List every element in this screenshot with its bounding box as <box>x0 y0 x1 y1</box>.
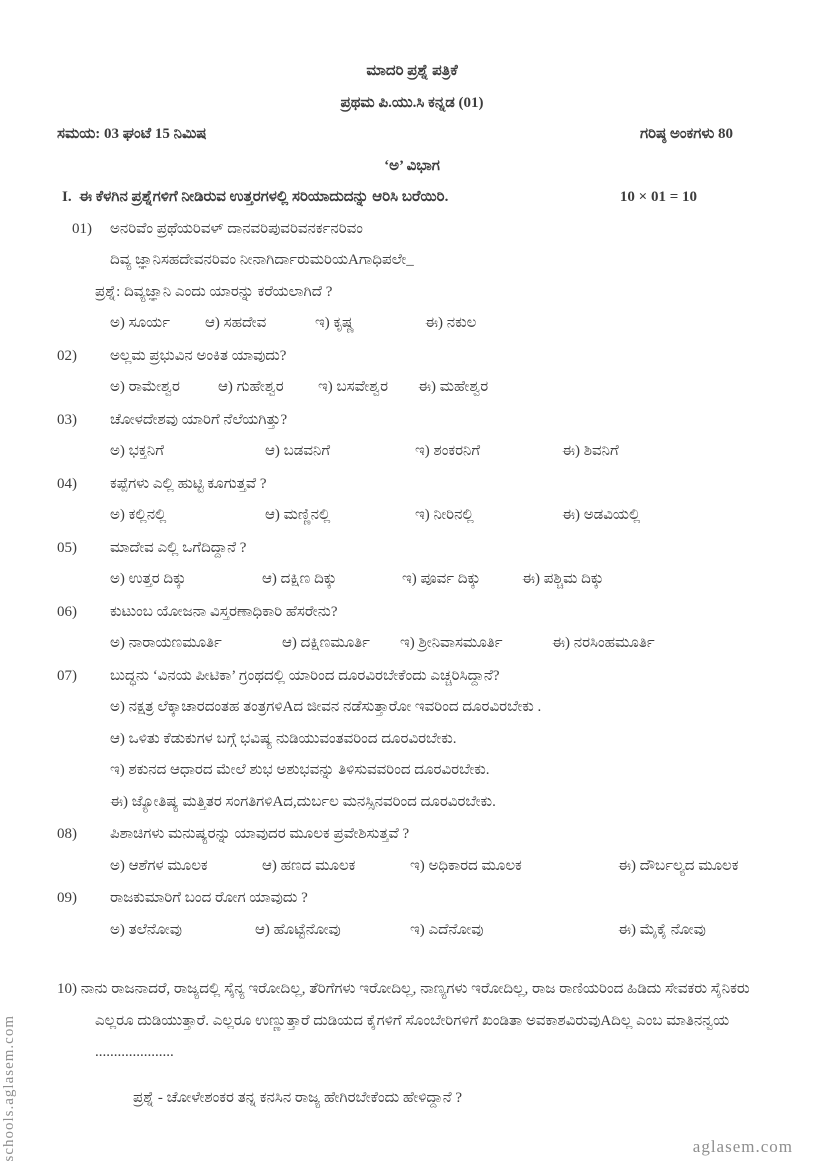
question-number: 07) <box>57 667 77 684</box>
option-ii: ಈ) ಜ್ಯೋತಿಷ್ಯ ಮತ್ತಿತರ ಸಂಗತಿಗಳಿAದ,ದುರ್ಬಲ ಮನಸ್ಸಿನವರಿಂದ ದೂರವಿರಬೇಕು. <box>110 793 496 810</box>
question-02 <box>57 341 767 404</box>
question-07 <box>57 661 767 819</box>
question-04 <box>57 469 767 532</box>
watermark-aglasem: aglasem.com <box>692 1137 793 1156</box>
option-i: ಇ) ಶಕುನದ ಆಧಾರದ ಮೇಲೆ ಶುಭ ಅಶುಭವನ್ನು ತಿಳಿಸುವವರಿಂದ ದೂರವಿರಬೇಕು. <box>110 762 490 778</box>
instruction-numeral: I. <box>62 189 72 205</box>
option-ii: ಈ) ಅಡವಿಯಲ್ಲಿ <box>562 507 641 523</box>
option-aa: ಆ) ದಕ್ಷಿಣಮೂರ್ತಿ <box>282 635 370 651</box>
option-aa: ಆ) ಒಳಿತು ಕೆಡುಕುಗಳ ಬಗ್ಗೆ ಭವಿಷ್ಯ ನುಡಿಯುವಂತವರಿಂದ ದೂರವಿರಬೇಕು. <box>110 730 457 747</box>
options-row <box>110 372 767 404</box>
option-aa: ಆ) ಗುಹೇಶ್ವರ <box>218 379 284 395</box>
option-a: ಅ) ಆಶೆಗಳ ಮೂಲಕ <box>110 857 208 874</box>
option-a: ಅ) ಕಲ್ಲಿನಲ್ಲಿ <box>110 507 167 523</box>
option-a: ಅ) ರಾಮೇಶ್ವರ <box>110 379 180 395</box>
instruction-text: ಈ ಕೆಳಗಿನ ಪ್ರಶ್ನೆಗಳಿಗೆ ನೀಡಿರುವ ಉತ್ತರಗಳಲ್ಲಿ ಸರಿಯಾದುದನ್ನು ಆರಿಸಿ ಬರೆಯಿರಿ. <box>79 189 449 205</box>
question-08 <box>57 819 767 882</box>
options-row <box>110 564 767 596</box>
question-text: ರಾಜಕುಮಾರಿಗೆ ಬಂದ ರೋಗ ಯಾವುದು ? <box>110 890 308 906</box>
page-subtitle: ಪ್ರಥಮ ಪಿ.ಯು.ಸಿ ಕನ್ನಡ (01) <box>340 94 484 111</box>
option-aa: ಆ) ಸಹದೇವ <box>205 315 267 331</box>
question-06 <box>57 597 767 660</box>
options-row <box>110 436 767 468</box>
option-a: ಅ) ತಲೆನೋವು <box>110 921 182 938</box>
option-i: ಇ) ಶ್ರೀನಿವಾಸಮೂರ್ತಿ <box>400 635 503 651</box>
question-01 <box>57 214 767 340</box>
option-aa: ಆ) ಹೊಟ್ಟೆನೋವು <box>255 921 341 938</box>
question-number: 02) <box>57 347 77 364</box>
option-i: ಇ) ಎದೆನೋವು <box>410 921 484 938</box>
option-i: ಇ) ಅಧಿಕಾರದ ಮೂಲಕ <box>410 857 522 874</box>
option-a: ಅ) ಸೂರ್ಯ <box>110 315 171 331</box>
options-row <box>110 915 767 947</box>
question-text: ಪ್ರಶ್ನೆ - ಚೋಳೇಶಂಕರ ತನ್ನ ಕನಸಿನ ರಾಜ್ಯ ಹೇಗಿರಬೇಕೆಂದು ಹೇಳಿದ್ದಾನೆ ? <box>133 1089 463 1106</box>
option-i: ಇ) ಪೂರ್ವ ದಿಕ್ಕು <box>402 571 481 587</box>
question-text: ಕುಟುಂಬ ಯೋಜನಾ ವಿಸ್ತರಣಾಧಿಕಾರಿ ಹೆಸರೇನು? <box>110 603 338 620</box>
time-marks-row <box>57 119 767 151</box>
options-row <box>110 851 767 883</box>
time-allowed: ಸಮಯ: 03 ಘಂಟೆ 15 ನಿಮಿಷ <box>57 126 207 142</box>
question-number: 09) <box>57 890 77 906</box>
question-text: ಮಾದೇವ ಎಲ್ಲಿ ಒಗೆದಿದ್ದಾನೆ ? <box>110 539 247 556</box>
option-aa: ಆ) ದಕ್ಷಿಣ ದಿಕ್ಕು <box>262 571 337 587</box>
passage-text: ನಾನು ರಾಜನಾದರೆ, ರಾಜ್ಯದಲ್ಲಿ ಸೈನ್ಯ ಇರೋದಿಲ್ಲ, ತೆರಿಗೆಗಳು ಇರೋದಿಲ್ಲ, ನಾಣ್ಯಗಳು ಇರೋದಿಲ್ಲ, ರಾಜ ರಾಣಿಯರಿಂದ ಹಿಡಿದು ಸೇವಕರು ಸೈನಿಕರು ಎಲ್ಲರೂ ದುಡಿಯುತ್ತಾರೆ. ಎಲ್ಲರೂ ಉಣ್ಣುತ್ತಾರೆ ದುಡಿಯದ ಕೈಗಳಿಗೆ ಸೊಂಬೇರಿಗಳಿಗೆ ಖಂಡಿತಾ ಅವಕಾಶವಿರುವುAದಿಲ್ಲ ಎಂಬ ಮಾತಿನನ್ವಯ ..................... <box>80 981 750 1060</box>
options-row <box>110 628 767 660</box>
option-a: ಅ) ನಕ್ಷತ್ರ ಲೆಕ್ಕಾಚಾರದಂತಹ ತಂತ್ರಗಳಿAದ ಜೀವನ ನಡೆಸುತ್ತಾರೋ ಇವರಿಂದ ದೂರವಿರಬೇಕು . <box>110 699 542 715</box>
max-marks: ಗರಿಷ್ಠ ಅಂಕಗಳು 80 <box>639 126 733 142</box>
question-text: ಕಪ್ಪೆಗಳು ಎಲ್ಲಿ ಹುಟ್ಟಿ ಕೂಗುತ್ತವೆ ? <box>110 475 267 492</box>
question-10 <box>57 974 767 1114</box>
option-ii: ಈ) ಶಿವನಿಗೆ <box>562 443 619 459</box>
option-aa: ಆ) ಮಣ್ಣಿನಲ್ಲಿ <box>265 507 331 523</box>
question-number: 01) <box>72 220 92 237</box>
option-i: ಇ) ಶಂಕರನಿಗೆ <box>415 443 481 459</box>
question-text: ಚೋಳದೇಶವು ಯಾರಿಗೆ ನೆಲೆಯಗಿತ್ತು? <box>110 411 288 428</box>
question-number: 05) <box>57 539 77 556</box>
instruction-marks: 10 × 01 = 10 <box>619 189 697 205</box>
question-03 <box>57 405 767 468</box>
options-row <box>110 308 767 340</box>
option-i: ಇ) ಕೃಷ್ಣ <box>315 315 355 331</box>
question-text: ಬುದ್ಧನು ‘ವಿನಯ ಪೀಟಿಕಾ’ ಗ್ರಂಥದಲ್ಲಿ ಯಾರಿಂದ ದೂರವಿರಬೇಕೆಂದು ಎಚ್ಚರಿಸಿದ್ದಾನೆ? <box>110 667 500 684</box>
option-ii: ಈ) ಮೈಕೈ ನೋವು <box>618 921 706 938</box>
question-text: ಪ್ರಶ್ನೆ: ದಿವ್ಯಜ್ಞಾನಿ ಎಂದು ಯಾರನ್ನು ಕರೆಯಲಾಗಿದೆ ? <box>95 283 333 300</box>
option-a: ಅ) ಭಕ್ತನಿಗೆ <box>110 443 164 459</box>
question-number: 04) <box>57 475 77 492</box>
question-05 <box>57 533 767 596</box>
question-number: 10) <box>57 981 77 997</box>
option-ii: ಈ) ನಕುಲ <box>425 315 477 331</box>
question-text: ಅಲ್ಲಮ ಪ್ರಭುವಿನ ಅಂಕಿತ ಯಾವುದು? <box>110 347 287 364</box>
option-aa: ಆ) ಬಡವನಿಗೆ <box>265 443 331 459</box>
section-heading: ‘ಅ’ ವಿಭಾಗ <box>384 157 440 174</box>
question-passage <box>57 974 781 1069</box>
options-row <box>110 500 767 532</box>
question-number: 03) <box>57 411 77 428</box>
option-ii: ಈ) ನರಸಿಂಹಮೂರ್ತಿ <box>552 635 655 651</box>
question-number: 06) <box>57 603 77 620</box>
option-ii: ಈ) ಪಶ್ಚಿಮ ದಿಕ್ಕು <box>522 571 604 587</box>
option-i: ಇ) ಬಸವೇಶ್ವರ <box>318 379 389 395</box>
option-aa: ಆ) ಹಣದ ಮೂಲಕ <box>262 857 356 874</box>
watermark-schools-aglasem: schools.aglasem.com <box>1 1014 17 1161</box>
option-ii: ಈ) ಮಹೇಶ್ವರ <box>418 379 489 395</box>
option-a: ಅ) ನಾರಾಯಣಮೂರ್ತಿ <box>110 635 222 651</box>
question-verse-line: ದಿವ್ಯ ಜ್ಞಾನಿಸಹದೇವನರಿವಂ ನೀನಾಗಿರ್ದಾರುಮರಿಯAಗಾಧಿಪಲೇ_ <box>110 252 414 268</box>
instruction-row <box>57 182 767 214</box>
option-a: ಅ) ಉತ್ತರ ದಿಕ್ಕು <box>110 571 187 587</box>
question-09 <box>57 883 767 946</box>
question-text: ಪಿಶಾಚಿಗಳು ಮನುಷ್ಯರನ್ನು ಯಾವುದರ ಮೂಲಕ ಪ್ರವೇಶಿಸುತ್ತವೆ ? <box>110 826 410 842</box>
question-number: 08) <box>57 826 77 842</box>
option-ii: ಈ) ದೌರ್ಬಲ್ಯದ ಮೂಲಕ <box>618 857 739 874</box>
option-i: ಇ) ನೀರಿನಲ್ಲಿ <box>415 507 474 523</box>
page-title: ಮಾದರಿ ಪ್ರಶ್ನೆ ಪತ್ರಿಕೆ <box>366 63 458 79</box>
question-verse-line: ಅನರಿವೆಂ ಪ್ರಥೆಯರಿವಳ್ ದಾನವರಿಪುವರಿವನರ್ಕನರಿವಂ <box>110 220 363 237</box>
